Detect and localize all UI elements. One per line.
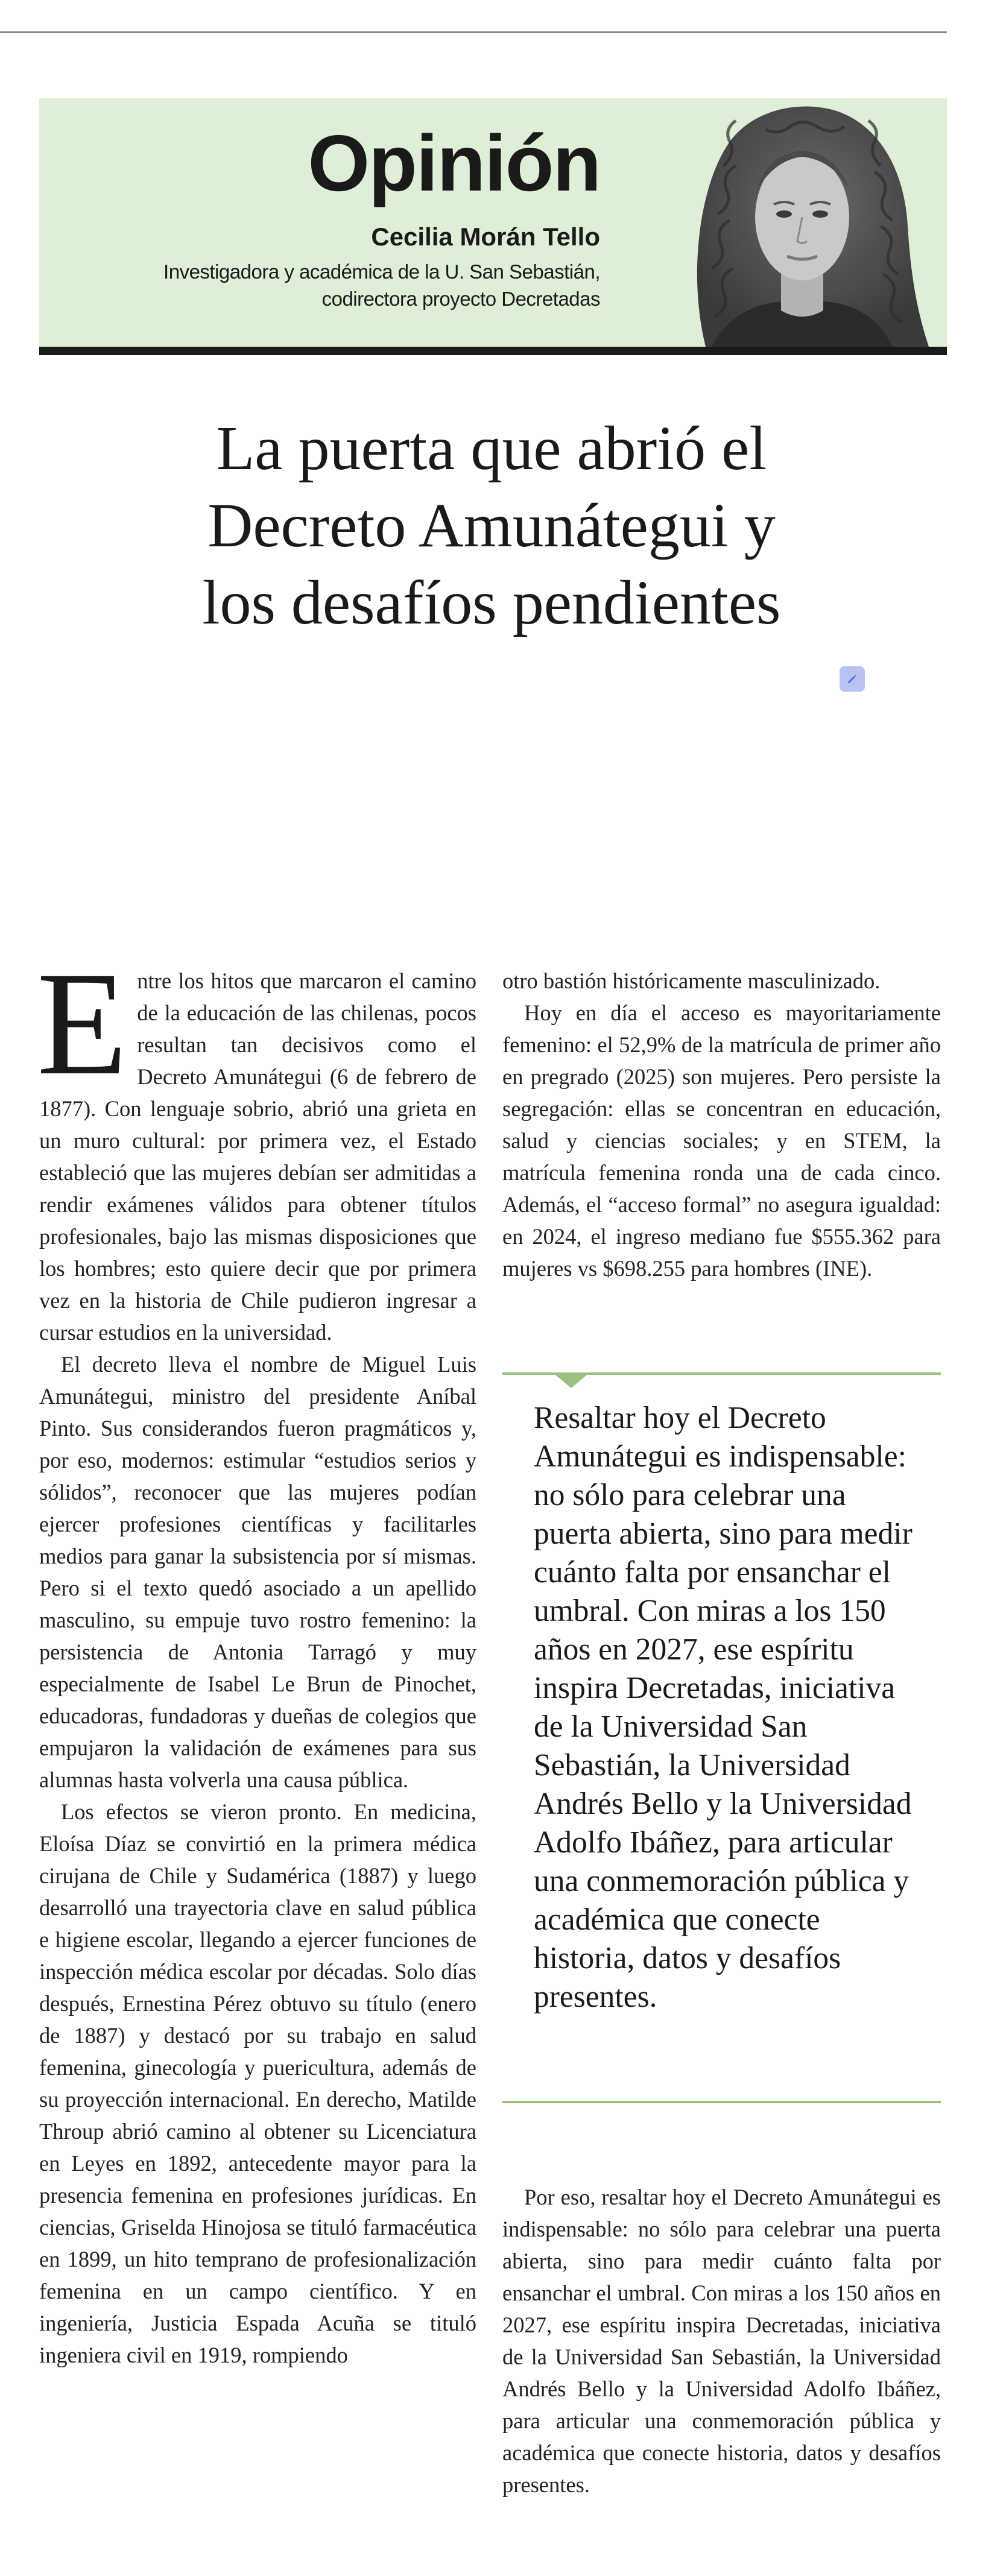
pullquote-pointer bbox=[555, 1375, 587, 1388]
headline: La puerta que abrió el Decreto Amunátegui y los desafíos pendientes bbox=[202, 414, 781, 637]
author-portrait bbox=[663, 98, 929, 347]
article-column-left bbox=[37, 942, 476, 2371]
pencil-edit-icon[interactable] bbox=[840, 666, 865, 692]
paragraph-intro-text: ntre los hitos que marcaron el camino de la educación de las chilenas, pocos resultan tan decisivos como el Decreto Amunátegui (6 de febrero de 1877). Con lenguaje sobrio, abrió una grieta en un muro cultural: por primera vez, el Estado estableció que las mujeres debían ser admitidas a rendir exámenes válidos para obtener títulos profesionales, bajo las mismas disposiciones que los hombres; esto quiere decir que por primera vez en la historia de Chile pudieron ingresar a cursar estudios en la universidad. bbox=[39, 968, 476, 1345]
paragraph-effects: Los efectos se vieron pronto. En medicina, Eloísa Díaz se convirtió en la primera médica cirujana de Chile y Sudamérica (1887) y luego desarrolló una trayectoria clave en salud pública e higiene escolar, llegando a ejercer funciones de inspección médica escolar por décadas. Solo días después, Ernestina Pérez obtuvo su título (enero de 1887) y destacó por su trabajo en salud femenina, ginecología y puericultura, además de su proyección internacional. En derecho, Matilde Throup abrió camino al obtener su Licenciatura en Leyes en 1892, antecedente mayor para la presencia femenina en profesiones jurídicas. En ciencias, Griselda Hinojosa se tituló farmacéutica en 1899, un hito temprano de profesionalización femenina en un campo científico. Y en ingeniería, Justicia Espada Acuña se tituló ingeniera civil en 1919, rompiendo bbox=[39, 1799, 476, 2367]
top-divider bbox=[0, 31, 947, 33]
author-name: Cecilia Morán Tello bbox=[371, 223, 600, 251]
paragraph-decree: El decreto lleva el nombre de Miguel Luis Amunátegui, ministro del presidente Aníbal Pinto. Sus considerandos fueron pragmáticos y, por eso, modernos: estimular “estudios serios y sólidos”, reconocer que las mujeres podían ejercer profesiones científicas y facilitarles medios para ganar la subsistencia por sí mismas. Pero si el texto quedó asociado a un apellido masculino, su empuje tuvo rostro femenino: la persistencia de Antonia Tarragó y muy especialmente de Isabel Le Brun de Pinochet, educadoras, fundadoras y dueñas de colegios que empujaron la validación de exámenes para sus alumnas hasta volverla una causa pública. bbox=[39, 1352, 476, 1792]
pullquote-text: Resaltar hoy el Decreto Amunátegui es indispensable: no sólo para celebrar una puerta abierta, sino para medir cuánto falta por ensanchar el umbral. Con miras a los 150 años en 2027, ese espíritu inspira Decretadas, iniciativa de la Universidad San Sebastián, la Universidad Andrés Bello y la Universidad Adolfo Ibáñez, para articular una conmemoración pública y académica que conecte historia, datos y desafíos presentes. bbox=[534, 1401, 913, 2014]
paragraph-closing: Por eso, resaltar hoy el Decreto Amunátegui es indispensable: no sólo para celebrar una puerta abierta, sino para medir cuánto falta por ensanchar el umbral. Con miras a los 150 años en 2027, ese espíritu inspira Decretadas, iniciativa de la Universidad San Sebastián, la Universidad Andrés Bello y la Universidad Adolfo Ibáñez, para articular una conmemoración pública y académica que conecte historia, datos y desafíos presentes. bbox=[502, 2185, 941, 2497]
paragraph-effects-continued: otro bastión históricamente masculinizado. bbox=[502, 968, 881, 993]
drop-cap: E bbox=[37, 942, 128, 1106]
paragraph-intro bbox=[37, 942, 476, 1348]
author-role: Investigadora y académica de la U. San Sebastián, codirectora proyecto Decretadas bbox=[163, 260, 600, 310]
paragraph-today: Hoy en día el acceso es mayoritariamente femenino: el 52,9% de la matrícula de primer año en pregrado (2025) son mujeres. Pero persiste la segregación: ellas se concentran en educación, salud y ciencias sociales; y en STEM, la matrícula femenina ronda una de cada cinco. Además, el “acceso formal” no asegura igualdad: en 2024, el ingreso mediano fue $555.362 para mujeres vs $698.255 para hombres (INE). bbox=[502, 1000, 941, 1281]
article-column-closing bbox=[502, 2181, 941, 2501]
article-column-right bbox=[502, 965, 941, 1284]
header-bottom-rule bbox=[39, 347, 947, 355]
section-title: Opinión bbox=[308, 119, 600, 207]
pullquote-box bbox=[502, 1372, 941, 2103]
opinion-header bbox=[39, 98, 947, 347]
